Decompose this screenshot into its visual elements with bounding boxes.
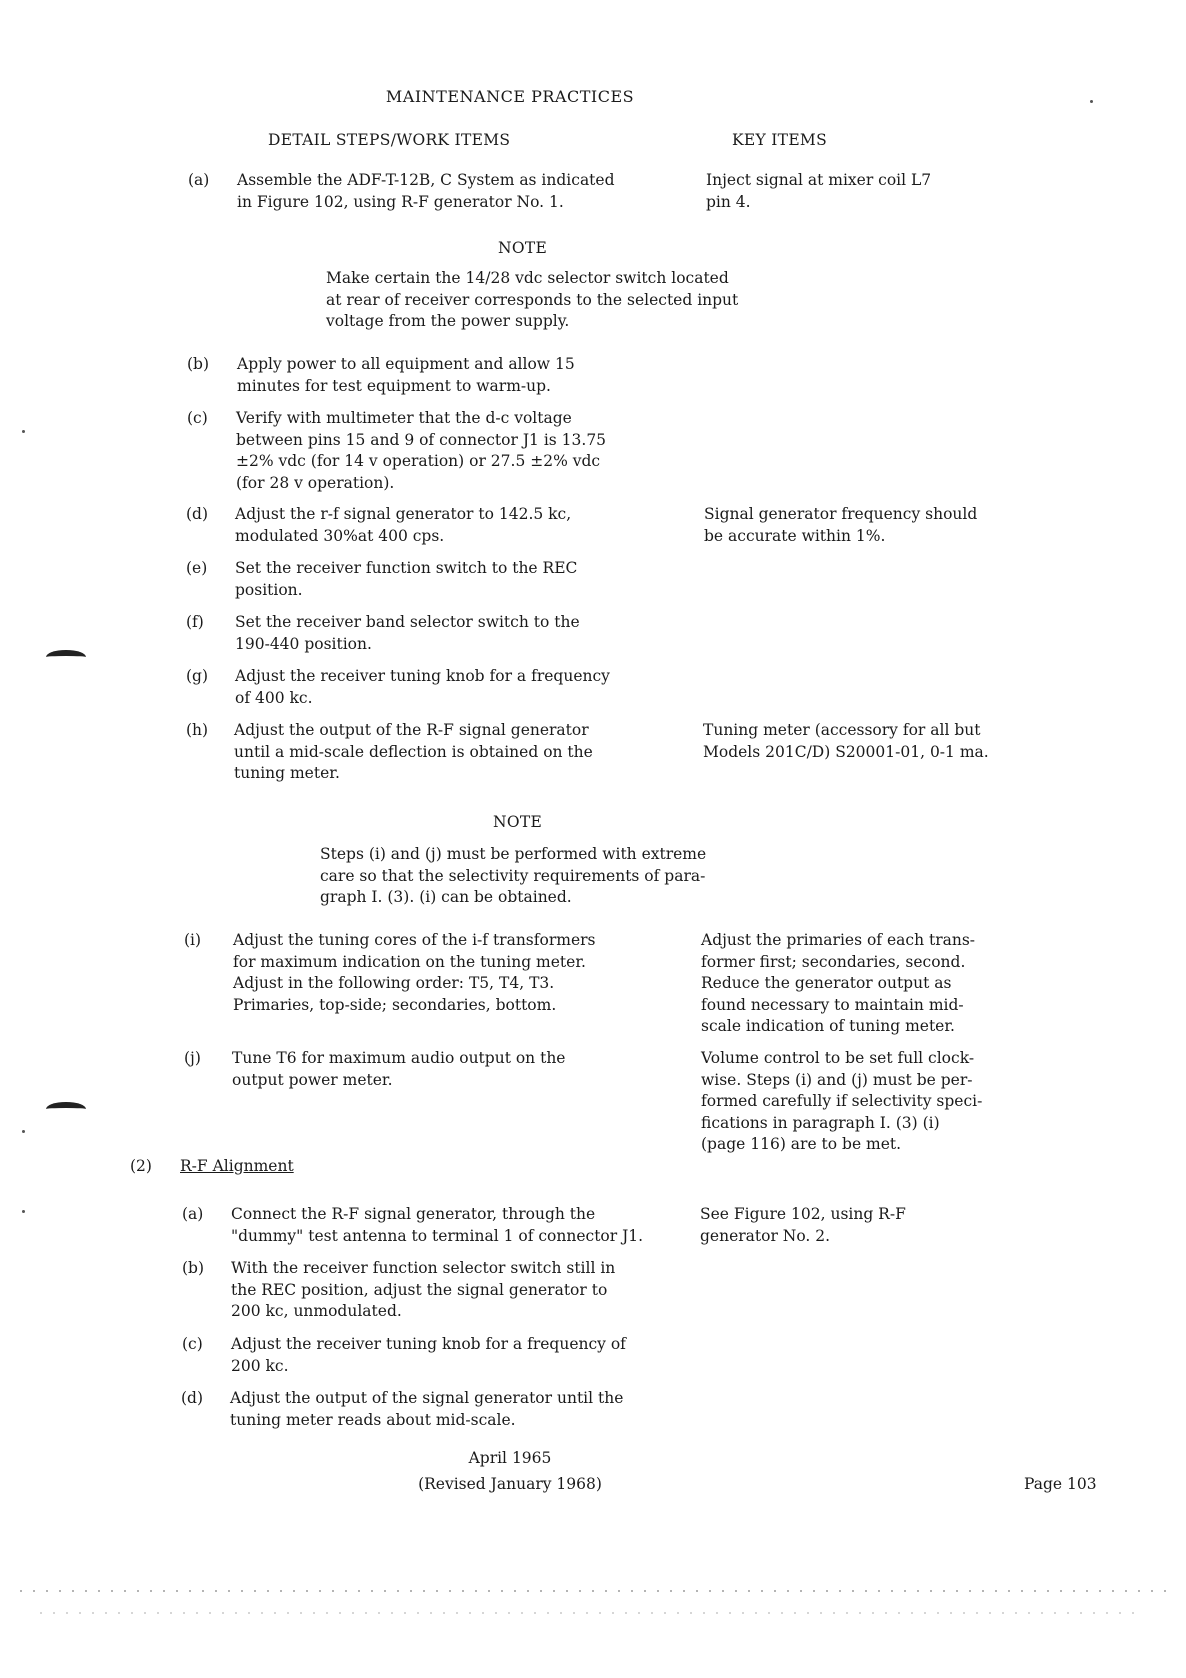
note-heading: NOTE xyxy=(493,813,543,831)
step-text: Adjust the output of the R-F signal generator until a mid-scale deflection is obtained on the tuning meter. xyxy=(234,721,593,782)
step-label: (j) xyxy=(184,1049,201,1067)
column-header-detail-steps: DETAIL STEPS/WORK ITEMS xyxy=(268,131,511,149)
scan-noise xyxy=(40,1612,1140,1614)
note-text: Make certain the 14/28 vdc selector switch located at rear of receiver corresponds to the selected input voltage from the power supply. xyxy=(326,269,739,330)
step-text: Adjust the receiver tuning knob for a frequency of 200 kc. xyxy=(231,1335,626,1375)
step-text: Adjust the receiver tuning knob for a frequency of 400 kc. xyxy=(235,667,610,707)
scan-speck xyxy=(22,1210,25,1213)
key-item-text: Volume control to be set full clock- wise. Steps (i) and (j) must be per- formed carefully if selectivity speci- fications in paragraph I. (3) (i) (page 116) are to be met. xyxy=(701,1049,983,1153)
step-text: With the receiver function selector switch still in the REC position, adjust the signal generator to 200 kc, unmodulated. xyxy=(231,1259,616,1320)
step-text: Connect the R-F signal generator, through the "dummy" test antenna to terminal 1 of connector J1. xyxy=(231,1205,644,1245)
step-label: (d) xyxy=(186,505,209,523)
section-number: (2) xyxy=(130,1157,152,1175)
page-number: Page 103 xyxy=(1024,1475,1097,1493)
step-label: (c) xyxy=(182,1335,203,1353)
step-label: (g) xyxy=(186,667,209,685)
step-text: Verify with multimeter that the d-c voltage between pins 15 and 9 of connector J1 is 13.75 ±2% vdc (for 14 v operation) or 27.5 ±2% vdc (for 28 v operation). xyxy=(236,409,607,492)
note-heading: NOTE xyxy=(498,239,548,257)
step-text: Adjust the r-f signal generator to 142.5 kc, modulated 30%at 400 cps. xyxy=(235,505,572,545)
step-label: (a) xyxy=(188,171,210,189)
step-label: (b) xyxy=(187,355,210,373)
step-text: Set the receiver function switch to the REC position. xyxy=(235,559,578,599)
step-text: Assemble the ADF-T-12B, C System as indicated in Figure 102, using R-F generator No. 1. xyxy=(237,171,615,211)
binder-hole-mark xyxy=(46,650,86,664)
step-label: (i) xyxy=(184,931,202,949)
step-text: Tune T6 for maximum audio output on the output power meter. xyxy=(232,1049,566,1089)
step-label: (a) xyxy=(182,1205,204,1223)
step-text: Adjust the output of the signal generator until the tuning meter reads about mid-scale. xyxy=(230,1389,624,1429)
note-text: Steps (i) and (j) must be performed with extreme care so that the selectivity requirements of para- graph I. (3). (i) can be obtained. xyxy=(320,845,707,906)
key-item-text: Adjust the primaries of each trans- former first; secondaries, second. Reduce the generator output as found necessary to maintain mid- scale indication of tuning meter. xyxy=(701,931,976,1035)
step-text: Apply power to all equipment and allow 15 minutes for test equipment to warm-up. xyxy=(237,355,575,395)
scan-speck xyxy=(1090,100,1093,103)
step-label: (f) xyxy=(186,613,204,631)
key-item-text: See Figure 102, using R-F generator No. 2. xyxy=(700,1205,906,1245)
step-label: (c) xyxy=(187,409,208,427)
footer-date: April 1965 xyxy=(468,1449,552,1467)
step-label: (b) xyxy=(182,1259,205,1277)
step-text: Adjust the tuning cores of the i-f transformers for maximum indication on the tuning meter. Adjust in the following order: T5, T4, T3. Primaries, top-side; secondaries, bottom. xyxy=(233,931,596,1014)
section-title: R-F Alignment xyxy=(180,1157,294,1175)
key-item-text: Inject signal at mixer coil L7 pin 4. xyxy=(706,171,932,211)
binder-hole-mark xyxy=(46,1102,86,1116)
key-item-text: Signal generator frequency should be accurate within 1%. xyxy=(704,505,978,545)
page-title: MAINTENANCE PRACTICES xyxy=(385,87,635,106)
scan-noise xyxy=(20,1590,1170,1592)
column-header-key-items: KEY ITEMS xyxy=(732,131,828,149)
scan-speck xyxy=(22,430,25,433)
footer-revised: (Revised January 1968) xyxy=(418,1475,602,1493)
step-label: (h) xyxy=(186,721,209,739)
step-label: (e) xyxy=(186,559,208,577)
step-label: (d) xyxy=(181,1389,204,1407)
step-text: Set the receiver band selector switch to the 190-440 position. xyxy=(235,613,580,653)
scan-speck xyxy=(22,1130,25,1133)
key-item-text: Tuning meter (accessory for all but Models 201C/D) S20001-01, 0-1 ma. xyxy=(703,721,989,761)
